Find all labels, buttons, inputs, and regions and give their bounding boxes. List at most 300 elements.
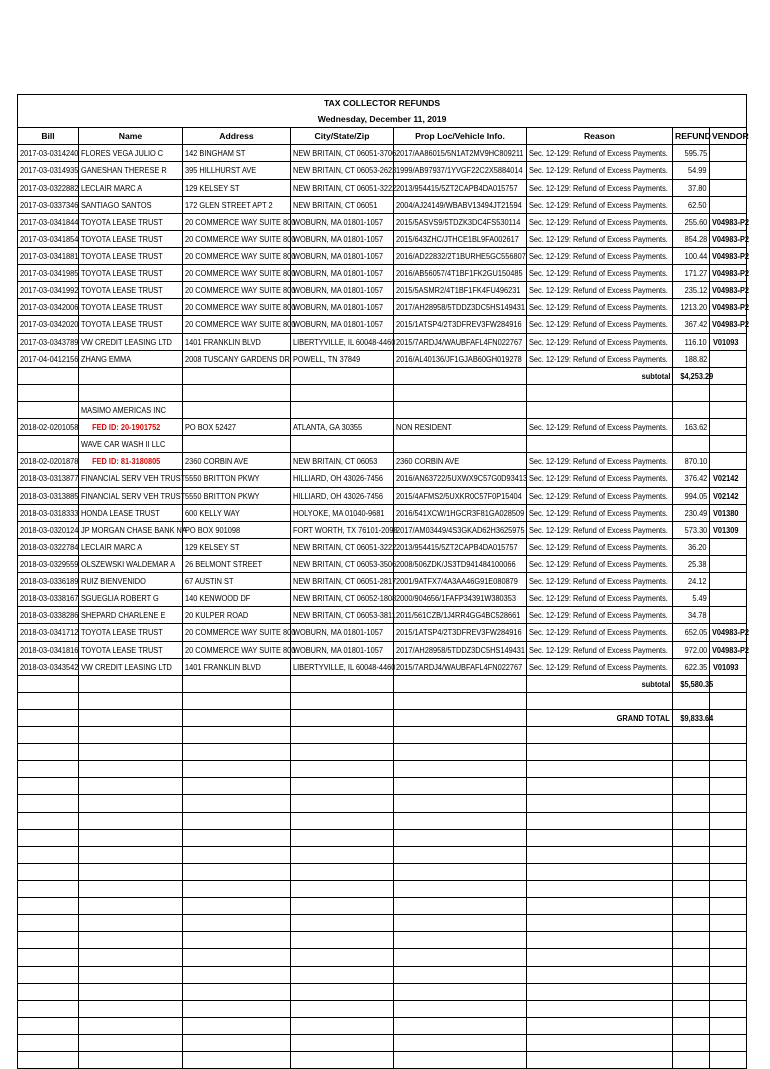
bill-cell-text: 2018-03-0336189 <box>20 576 79 587</box>
name-cell <box>79 282 183 299</box>
blank-cell <box>710 915 747 932</box>
blank-cell <box>291 795 394 812</box>
name-cell <box>79 487 186 504</box>
vendor-cell <box>710 265 747 282</box>
city-cell-text: NEW BRITAIN, CT 06051-3222 <box>293 541 397 552</box>
blank-cell <box>673 863 710 880</box>
prop-cell-text: 2016/AB56057/4T1BF1FK2GU150485 <box>396 268 523 279</box>
refund-cell <box>673 265 710 282</box>
blank-cell <box>79 675 183 692</box>
bill-cell <box>18 145 79 162</box>
reason-cell-text: Sec. 12-129: Refund of Excess Payments. <box>529 610 668 621</box>
refund-cell <box>673 299 710 316</box>
city-cell-text: POWELL, TN 37849 <box>293 353 361 364</box>
reason-cell <box>527 316 673 333</box>
blank-cell <box>710 744 747 761</box>
bill-cell-text: 2018-03-0322784 <box>20 541 79 552</box>
reason-cell-text: Sec. 12-129: Refund of Excess Payments. <box>529 627 668 638</box>
blank-cell <box>527 881 673 898</box>
address-cell <box>183 521 291 538</box>
address-cell-text: 2360 CORBIN AVE <box>185 456 249 467</box>
reason-cell <box>527 247 673 264</box>
vendor-cell-text: V04983-P2 <box>712 302 749 313</box>
blank-cell <box>710 829 747 846</box>
blank-cell <box>183 932 291 949</box>
blank-cell <box>291 761 394 778</box>
blank-row <box>18 761 747 778</box>
blank-cell <box>527 949 673 966</box>
bill-cell <box>18 607 79 624</box>
blank-cell <box>527 812 673 829</box>
vendor-cell <box>710 555 747 572</box>
vendor-cell-text: V04983-P2 <box>712 627 749 638</box>
reason-cell-text: Sec. 12-129: Refund of Excess Payments. <box>529 593 668 604</box>
address-cell-text: 5550 BRITTON PKWY <box>185 490 260 501</box>
prop-cell-text: 2015/5ASVS9/5TDZK3DC4FS530114 <box>396 216 521 227</box>
table-row <box>18 230 747 247</box>
blank-cell <box>527 1052 673 1069</box>
reason-cell <box>527 521 673 538</box>
vendor-cell <box>710 350 747 367</box>
table-row <box>18 196 747 213</box>
vendor-cell-text: V01380 <box>713 507 739 518</box>
refund-cell-text: 62.50 <box>688 199 707 210</box>
table-row <box>18 504 747 521</box>
blank-cell <box>527 1017 673 1034</box>
blank-cell <box>710 932 747 949</box>
name-cell-text: RUIZ BIENVENIDO <box>81 576 146 587</box>
city-cell-text: NEW BRITAIN, CT 06053 <box>293 456 378 467</box>
blank-cell <box>710 949 747 966</box>
prop-cell-text: 2016/AL40136/JF1GJAB60GH019278 <box>396 353 522 364</box>
reason-cell-text: Sec. 12-129: Refund of Excess Payments. <box>529 576 668 587</box>
reason-cell <box>527 282 673 299</box>
name-cell-text: TOYOTA LEASE TRUST <box>81 233 163 244</box>
table-row <box>18 299 747 316</box>
address-cell <box>183 470 291 487</box>
blank-cell <box>527 898 673 915</box>
name-cell-text: TOYOTA LEASE TRUST <box>81 268 163 279</box>
reason-cell <box>527 538 673 555</box>
address-cell-text: 395 HILLHURST AVE <box>185 165 257 176</box>
city-cell-text: WOBURN, MA 01801-1057 <box>293 268 383 279</box>
reason-cell-text: Sec. 12-129: Refund of Excess Payments. <box>529 199 668 210</box>
blank-cell <box>710 1000 747 1017</box>
reason-cell-text: Sec. 12-129: Refund of Excess Payments. <box>529 216 668 227</box>
blank-cell <box>710 881 747 898</box>
city-cell-text: WOBURN, MA 01801-1057 <box>293 302 383 313</box>
blank-row <box>18 812 747 829</box>
reason-cell <box>527 265 673 282</box>
blank-cell <box>183 881 291 898</box>
vendor-cell <box>710 487 747 504</box>
vendor-cell-text: V01093 <box>713 661 739 672</box>
address-cell <box>183 555 291 572</box>
blank-row <box>18 744 747 761</box>
table-row <box>18 162 747 179</box>
vendor-cell <box>710 641 747 658</box>
address-cell <box>183 607 291 624</box>
refund-cell-text: 622.35 <box>684 661 707 672</box>
blank-cell <box>710 795 747 812</box>
blank-cell <box>79 1017 183 1034</box>
table-row <box>18 265 747 282</box>
blank-cell <box>18 367 79 384</box>
name-cell-text: TOYOTA LEASE TRUST <box>81 251 163 262</box>
vendor-cell-text: V01093 <box>713 336 739 347</box>
blank-cell <box>79 966 183 983</box>
refund-cell-text: 1213.20 <box>680 302 707 313</box>
blank-cell <box>673 949 710 966</box>
blank-cell <box>394 1000 527 1017</box>
prop-cell <box>394 607 527 624</box>
blank-row <box>18 1017 747 1034</box>
reason-cell-text: Sec. 12-129: Refund of Excess Payments. <box>529 233 668 244</box>
address-cell-text: 129 KELSEY ST <box>185 182 240 193</box>
reason-cell <box>527 658 673 675</box>
reason-cell <box>527 230 673 247</box>
prop-cell-text: 2017/AH28958/5TDDZ3DC5HS149431 <box>396 302 526 313</box>
reason-cell <box>527 555 673 572</box>
blank-cell <box>79 1052 183 1069</box>
blank-cell <box>18 675 79 692</box>
refund-cell <box>673 179 710 196</box>
reason-cell <box>527 624 673 641</box>
blank-cell <box>710 453 747 470</box>
name-cell <box>79 350 183 367</box>
vendor-cell-text: V04983-P2 <box>712 268 749 279</box>
address-cell <box>183 350 291 367</box>
blank-cell <box>673 384 710 401</box>
name-cell-text: LECLAIR MARC A <box>81 182 143 193</box>
bill-cell-text: 2017-03-0341992 <box>20 285 79 296</box>
address-cell-text: 129 KELSEY ST <box>185 541 240 552</box>
table-row <box>18 555 747 572</box>
blank-cell <box>394 932 527 949</box>
bill-cell <box>18 538 79 555</box>
prop-cell-text: 2015/643ZHC/JTHCE1BL9FA002617 <box>396 233 519 244</box>
blank-cell <box>527 436 673 453</box>
address-cell-text: 20 COMMERCE WAY SUITE 800 <box>185 627 296 638</box>
bill-cell-text: 2018-03-0329559 <box>20 559 79 569</box>
blank-cell <box>527 915 673 932</box>
bill-cell <box>18 453 79 470</box>
city-cell-text: WOBURN, MA 01801-1057 <box>293 251 383 262</box>
reason-cell <box>527 162 673 179</box>
city-cell <box>291 419 394 436</box>
blank-cell <box>183 1035 291 1052</box>
blank-row <box>18 1052 747 1069</box>
blank-cell <box>183 898 291 915</box>
blank-row <box>18 949 747 966</box>
blank-cell <box>394 436 527 453</box>
address-cell <box>183 299 296 316</box>
prop-cell-text: 2360 CORBIN AVE <box>396 456 460 467</box>
bill-cell-text: 2017-03-0314935 <box>20 165 79 176</box>
blank-cell <box>291 367 394 384</box>
prop-cell-text: 2017/AH28958/5TDDZ3DC5HS149431 <box>396 644 526 655</box>
blank-cell <box>291 915 394 932</box>
vendor-cell <box>710 196 747 213</box>
refund-cell-text: 24.12 <box>688 576 707 587</box>
blank-cell <box>79 744 183 761</box>
reason-cell-text: Sec. 12-129: Refund of Excess Payments. <box>529 319 668 330</box>
name-cell <box>79 504 183 521</box>
blank-cell <box>79 692 183 709</box>
prop-cell <box>394 350 527 367</box>
prop-cell <box>394 247 527 264</box>
refund-cell-text: 235.12 <box>684 285 707 296</box>
address-cell-text: 20 COMMERCE WAY SUITE 800 <box>185 268 296 279</box>
blank-cell <box>710 675 747 692</box>
blank-cell <box>673 692 710 709</box>
grand-total-row-label <box>527 709 673 726</box>
column-header-name: Name <box>79 128 183 145</box>
address-cell <box>183 316 296 333</box>
bill-cell <box>18 624 79 641</box>
prop-cell <box>394 179 527 196</box>
reason-cell <box>527 299 673 316</box>
bill-cell-text: 2017-03-0314240 <box>20 148 79 159</box>
blank-cell <box>183 744 291 761</box>
name-cell <box>79 162 183 179</box>
name-cell-text: SGUEGLIA ROBERT G <box>81 593 159 604</box>
name-cell-text: GANESHAN THERESE R <box>81 165 167 176</box>
vendor-cell-text: V04983-P2 <box>712 233 749 244</box>
blank-row <box>18 966 747 983</box>
refund-cell-text: 116.10 <box>684 336 707 347</box>
refund-cell-text: 54.99 <box>688 165 707 176</box>
city-cell <box>291 470 394 487</box>
refund-cell <box>673 504 710 521</box>
refund-cell-text: 100.44 <box>684 251 707 262</box>
blank-cell <box>18 983 79 1000</box>
bill-cell <box>18 247 79 264</box>
address-cell <box>183 162 291 179</box>
bill-cell-text: 2017-03-0341844 <box>20 216 79 227</box>
reason-cell-text: Sec. 12-129: Refund of Excess Payments. <box>529 251 668 262</box>
bill-cell-text: 2017-03-0341985 <box>20 268 79 279</box>
blank-cell <box>673 898 710 915</box>
vendor-cell <box>710 316 747 333</box>
city-cell <box>291 282 394 299</box>
blank-cell <box>79 846 183 863</box>
reason-cell <box>527 641 673 658</box>
blank-row <box>18 795 747 812</box>
name-cell <box>79 247 183 264</box>
blank-cell <box>291 401 394 418</box>
name-cell <box>79 538 183 555</box>
blank-cell <box>673 436 710 453</box>
refund-cell <box>673 230 710 247</box>
blank-cell <box>79 881 183 898</box>
table-row <box>18 470 747 487</box>
address-cell-text: 2008 TUSCANY GARDENS DR <box>185 353 290 364</box>
reason-cell-text: Sec. 12-129: Refund of Excess Payments. <box>529 644 668 655</box>
blank-cell <box>527 983 673 1000</box>
blank-cell <box>18 1035 79 1052</box>
name-cell-text: VW CREDIT LEASING LTD <box>81 661 172 672</box>
blank-cell <box>291 692 394 709</box>
bill-cell-text: 2018-03-0338286 <box>20 610 79 621</box>
blank-cell <box>673 829 710 846</box>
city-cell <box>291 162 397 179</box>
blank-cell <box>710 367 747 384</box>
prop-cell-text: 2001/9ATFX7/4A3AA46G91E080879 <box>396 576 518 587</box>
blank-cell <box>183 709 291 726</box>
fed-id-cell <box>79 419 183 436</box>
blank-cell <box>291 675 394 692</box>
reason-cell-text: Sec. 12-129: Refund of Excess Payments. <box>529 507 668 518</box>
name-cell-text: FLORES VEGA JULIO C <box>81 148 164 159</box>
blank-cell <box>710 436 747 453</box>
reason-cell <box>527 213 673 230</box>
blank-cell <box>527 829 673 846</box>
blank-cell <box>673 983 710 1000</box>
bill-cell <box>18 282 79 299</box>
blank-cell <box>79 761 183 778</box>
name-cell <box>79 624 183 641</box>
column-header-bill: Bill <box>18 128 79 145</box>
blank-cell <box>183 692 291 709</box>
refund-cell <box>673 453 710 470</box>
blank-cell <box>291 1000 394 1017</box>
column-header-refund: REFUND <box>673 128 710 145</box>
blank-cell <box>673 744 710 761</box>
reason-cell-text: Sec. 12-129: Refund of Excess Payments. <box>529 473 668 484</box>
vendor-cell-text: V04983-P2 <box>712 285 749 296</box>
city-cell <box>291 316 394 333</box>
name-cell-text: SANTIAGO SANTOS <box>81 199 152 210</box>
blank-cell <box>291 384 394 401</box>
reason-cell-text: Sec. 12-129: Refund of Excess Payments. <box>529 336 668 347</box>
blank-cell <box>79 778 183 795</box>
city-cell-text: NEW BRITAIN, CT 06053-2623 <box>293 165 397 176</box>
blank-cell <box>291 727 394 744</box>
bill-cell-text: 2018-03-0338167 <box>20 593 79 604</box>
city-cell <box>291 624 394 641</box>
name-cell <box>79 213 183 230</box>
blank-row <box>18 915 747 932</box>
bill-cell <box>18 470 79 487</box>
prop-cell <box>394 282 527 299</box>
address-cell <box>183 658 291 675</box>
name-cell-text: HONDA LEASE TRUST <box>81 507 160 518</box>
vendor-cell <box>710 538 747 555</box>
blank-cell <box>710 727 747 744</box>
name-cell <box>79 179 183 196</box>
prop-cell-text: 1999/AB97937/1YVGF22C2X5884014 <box>396 165 523 176</box>
address-cell <box>183 419 291 436</box>
table-row <box>18 213 747 230</box>
blank-cell <box>394 949 527 966</box>
vendor-cell <box>710 624 747 641</box>
refund-cell-text: 255.60 <box>684 216 707 227</box>
name-cell-text: TOYOTA LEASE TRUST <box>81 302 163 313</box>
prop-cell-text: 2015/1ATSP4/2T3DFREV3FW284916 <box>396 627 522 638</box>
bill-cell <box>18 333 79 350</box>
bill-cell <box>18 162 79 179</box>
blank-row <box>18 1000 747 1017</box>
blank-cell <box>710 846 747 863</box>
address-cell-text: 20 KULPER ROAD <box>185 610 249 621</box>
city-cell <box>291 658 394 675</box>
refund-cell <box>673 658 710 675</box>
bill-cell <box>18 504 79 521</box>
reason-cell-text: Sec. 12-129: Refund of Excess Payments. <box>529 165 668 176</box>
refund-cell-text: 37.80 <box>688 182 707 193</box>
blank-cell <box>673 846 710 863</box>
city-cell-text: ATLANTA, GA 30355 <box>293 422 363 433</box>
refund-cell-text: 972.00 <box>684 644 707 655</box>
city-cell-text: WOBURN, MA 01801-1057 <box>293 233 383 244</box>
refund-cell <box>673 316 710 333</box>
name-cell <box>79 658 183 675</box>
bill-cell <box>18 590 79 607</box>
bill-cell-text: 2018-03-0313885 <box>20 490 79 501</box>
blank-cell <box>183 795 291 812</box>
refund-cell-text: 36.20 <box>688 541 707 552</box>
blank-cell <box>18 898 79 915</box>
blank-cell <box>18 846 79 863</box>
refund-cell <box>673 624 710 641</box>
column-header-row <box>18 128 747 145</box>
blank-cell <box>183 675 291 692</box>
bill-cell <box>18 350 79 367</box>
subtotal-row-value-text: $4,253.29 <box>680 370 714 381</box>
name-cell <box>79 299 183 316</box>
blank-cell <box>183 384 291 401</box>
vendor-cell <box>710 230 747 247</box>
address-cell-text: 600 KELLY WAY <box>185 507 240 518</box>
reason-cell-text: Sec. 12-129: Refund of Excess Payments. <box>529 559 668 569</box>
blank-cell <box>710 401 747 418</box>
blank-cell <box>18 1000 79 1017</box>
prop-cell-text: 2013/954415/5ZT2CAPB4DA015757 <box>396 182 518 193</box>
blank-cell <box>394 761 527 778</box>
refund-cell-text: 367.42 <box>684 319 707 330</box>
vendor-cell <box>710 247 747 264</box>
blank-cell <box>673 881 710 898</box>
blank-cell <box>527 744 673 761</box>
blank-cell <box>18 727 79 744</box>
name-cell <box>79 265 183 282</box>
blank-cell <box>710 1035 747 1052</box>
city-cell-text: LIBERTYVILLE, IL 60048-4460 <box>293 336 396 347</box>
blank-cell <box>18 384 79 401</box>
city-cell-text: WOBURN, MA 01801-1057 <box>293 285 383 296</box>
address-cell <box>183 247 296 264</box>
name-cell-text: OLSZEWSKI WALDEMAR A <box>81 559 176 569</box>
blank-cell <box>18 744 79 761</box>
blank-cell <box>291 966 394 983</box>
reason-cell <box>527 487 673 504</box>
vendor-cell-text: V02142 <box>713 490 739 501</box>
prop-cell <box>394 487 527 504</box>
refund-cell <box>673 247 710 264</box>
bill-cell <box>18 641 79 658</box>
vendor-cell <box>710 521 747 538</box>
city-cell-text: HILLIARD, OH 43026-7456 <box>293 490 383 501</box>
refund-cell-text: 994.05 <box>684 490 707 501</box>
refund-cell-text: 573.30 <box>684 524 707 535</box>
fed-id-cell <box>79 453 183 470</box>
city-cell <box>291 555 397 572</box>
prop-cell <box>394 538 527 555</box>
city-cell-text: HILLIARD, OH 43026-7456 <box>293 473 383 484</box>
blank-cell <box>183 812 291 829</box>
bill-cell <box>18 299 79 316</box>
